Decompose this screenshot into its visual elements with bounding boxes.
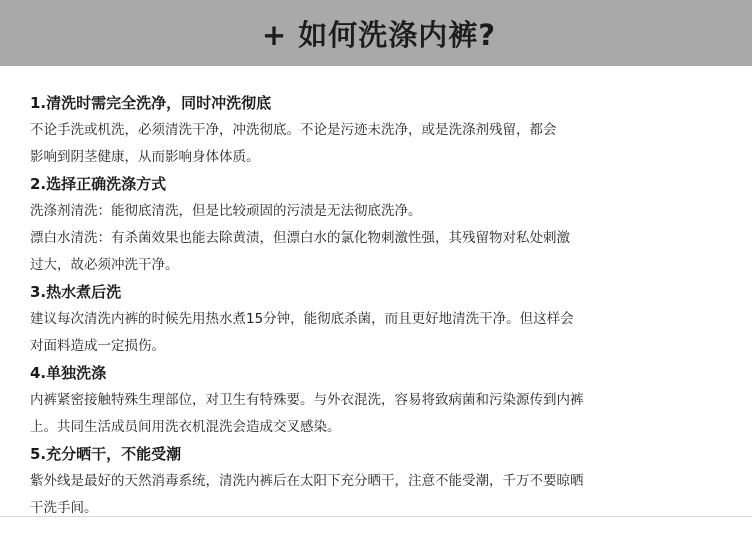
header-banner <box>0 0 752 66</box>
paragraph-line: 建议每次清洗内裤的时候先用热水煮15分钟，能彻底杀菌，而且更好地清洗干净。但这样会 <box>30 311 574 327</box>
section-heading: 2.选择正确洗涤方式 <box>30 175 167 193</box>
section-heading: 5.充分晒干，不能受潮 <box>30 445 182 463</box>
section-heading: 4.单独洗涤 <box>30 364 107 382</box>
section-3 <box>30 279 730 360</box>
paragraph-line: 过大，故必须冲洗干净。 <box>30 257 179 273</box>
paragraph-line: 漂白水清洗：有杀菌效果也能去除黄渍，但漂白水的氯化物刺激性强，其残留物对私处刺激 <box>30 230 570 246</box>
section-paragraph <box>30 387 730 441</box>
paragraph-line: 上。共同生活成员间用洗衣机混洗会造成交叉感染。 <box>30 419 341 435</box>
article-body <box>30 90 730 522</box>
paragraph-line: 不论手洗或机洗，必须清洗干净，冲洗彻底。不论是污迹未洗净，或是洗涤剂残留，都会 <box>30 122 557 138</box>
section-1 <box>30 90 730 171</box>
paragraph-line: 影响到阴茎健康，从而影响身体体质。 <box>30 149 260 165</box>
section-paragraph <box>30 117 730 171</box>
paragraph-line: 对面料造成一定损伤。 <box>30 338 165 354</box>
section-paragraph <box>30 468 730 522</box>
page-title: + 如何洗涤内裤? <box>261 17 497 52</box>
paragraph-line: 紫外线是最好的天然消毒系统，清洗内裤后在太阳下充分晒干，注意不能受潮，千万不要晾晒 <box>30 473 584 489</box>
paragraph-line: 内裤紧密接触特殊生理部位，对卫生有特殊要。与外衣混洗，容易将致病菌和污染源传到内裤 <box>30 392 584 408</box>
bottom-margin <box>0 517 752 537</box>
section-heading: 3.热水煮后洗 <box>30 283 122 301</box>
section-4 <box>30 360 730 441</box>
section-paragraph <box>30 306 730 360</box>
section-heading: 1.清洗时需完全洗净，同时冲洗彻底 <box>30 94 272 112</box>
paragraph-line: 干洗手间。 <box>30 500 98 516</box>
paragraph-line: 洗涤剂清洗：能彻底清洗，但是比较顽固的污渍是无法彻底洗净。 <box>30 203 422 219</box>
section-2 <box>30 171 730 279</box>
section-paragraph <box>30 198 730 279</box>
section-5 <box>30 441 730 522</box>
